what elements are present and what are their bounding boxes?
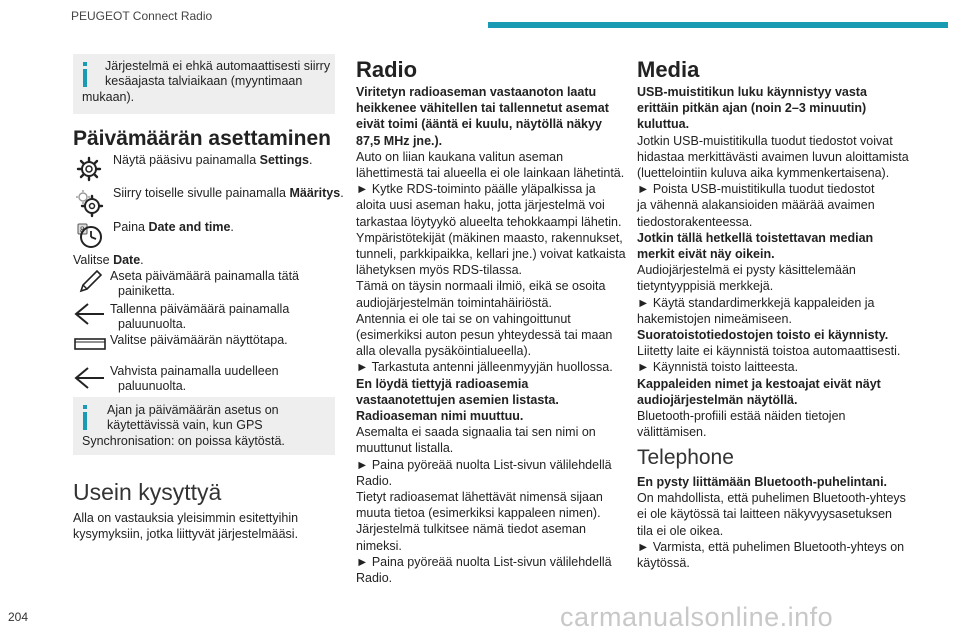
answer-line: Liitetty laite ei käynnistä toistoa automaattisesti. bbox=[637, 344, 901, 359]
svg-text:8: 8 bbox=[80, 225, 85, 235]
answer-line: ► Käytä standardimerkkejä kappaleiden ja bbox=[637, 295, 875, 310]
answer-line: On mahdollista, että puhelimen Bluetooth-yhteys bbox=[637, 491, 906, 506]
answer-line: tiedostorakenteessa. bbox=[637, 214, 753, 229]
answer-line: muuttunut listalla. bbox=[356, 441, 454, 456]
answer-line: Radio. bbox=[356, 473, 393, 488]
answer-line: ► Varmista, että puhelimen Bluetooth-yhteys on bbox=[637, 539, 905, 554]
pencil-icon bbox=[78, 268, 104, 294]
question-line: audiojärjestelmän näytöllä. bbox=[637, 392, 798, 407]
info-icon bbox=[83, 62, 87, 90]
step-text: Vahvista painamalla uudelleen bbox=[110, 364, 279, 378]
answer-line: Ympäristötekijät (mäkinen maasto, rakennukset, bbox=[356, 230, 623, 245]
faq-intro-line: Alla on vastauksia yleisimmin esitettyihin bbox=[73, 511, 299, 525]
page-number: 204 bbox=[8, 610, 29, 624]
answer-line: hakemistojen nimeämiseen. bbox=[637, 311, 792, 326]
step-text: paluunuolta. bbox=[118, 317, 187, 331]
back-arrow-icon bbox=[74, 302, 106, 326]
answer-line: tietyntyyppisiä merkkejä. bbox=[637, 279, 774, 294]
settings-gears-icon bbox=[74, 188, 104, 218]
answer-line: ► Paina pyöreää nuolta List-sivun välilehdellä bbox=[356, 457, 612, 472]
answer-line: ► Paina pyöreää nuolta List-sivun välilehdellä bbox=[356, 554, 612, 569]
question-line: Jotkin tällä hetkellä toistettavan median bbox=[637, 230, 874, 245]
answer-line: ja vähennä alakansioiden määrää avaimen bbox=[637, 198, 875, 213]
answer-line: Järjestelmä tulkitsee nämä tiedot aseman bbox=[356, 522, 586, 537]
info-text-line: mukaan). bbox=[82, 90, 135, 104]
question-line: Suoratoistotiedostojen toisto ei käynnisty. bbox=[637, 328, 889, 342]
info-text-line: Synchronisation: on poissa käytöstä. bbox=[82, 434, 285, 448]
format-selector-icon bbox=[74, 337, 106, 351]
step-text: Tallenna päivämäärä painamalla bbox=[110, 302, 290, 316]
answer-line: ► Poista USB-muistitikulla tuodut tiedostot bbox=[637, 182, 875, 197]
answer-line: hidastaa merkittävästi avaimen luvun aloittamista bbox=[637, 149, 909, 164]
answer-line: Tämä on täysin normaali ilmiö, eikä se osoita bbox=[356, 279, 606, 294]
question-line: heikkenee vähitellen tai tallennetut asemat bbox=[356, 101, 609, 116]
answer-line: (esimerkiksi auton pesun yhteydessä tai maan bbox=[356, 328, 613, 342]
answer-line: välittämisen. bbox=[637, 425, 707, 440]
answer-line: (luettelointiin kuluva aika kymmenkertaisena). bbox=[637, 166, 890, 180]
step-text: Siirry toiselle sivulle painamalla Määritys. bbox=[113, 186, 344, 200]
section-heading-telephone: Telephone bbox=[637, 446, 734, 469]
section-heading-radio: Radio bbox=[356, 57, 418, 82]
answer-line: käytössä. bbox=[637, 556, 690, 570]
running-header: PEUGEOT Connect Radio bbox=[71, 9, 213, 23]
question-line: kuluttua. bbox=[637, 117, 690, 132]
clock-icon bbox=[76, 222, 104, 250]
answer-line: Antennia ei ole tai se on vahingoittunut bbox=[356, 311, 571, 326]
section-heading-faq: Usein kysyttyä bbox=[73, 479, 222, 505]
info-icon bbox=[83, 405, 87, 433]
info-box-gps bbox=[73, 397, 335, 455]
answer-line: ► Käynnistä toisto laitteesta. bbox=[637, 360, 799, 375]
header-accent-bar bbox=[488, 22, 948, 28]
step-text: Näytä pääsivu painamalla Settings. bbox=[113, 153, 313, 167]
info-text-line: käytettävissä vain, kun GPS bbox=[107, 418, 263, 432]
question-line: 87,5 MHz jne.). bbox=[356, 133, 443, 148]
question-line: En löydä tiettyjä radioasemia bbox=[356, 376, 529, 391]
answer-line: Audiojärjestelmä ei pysty käsittelemään bbox=[637, 263, 856, 278]
answer-line: aloita uusi aseman haku, jotta järjestelmä voi bbox=[356, 198, 605, 213]
faq-intro-line: kysymyksiin, jotka liittyvät järjestelmääsi. bbox=[73, 527, 299, 541]
answer-line: Radio. bbox=[356, 571, 393, 585]
answer-line: Asemalta ei saada signaalia tai sen nimi on bbox=[356, 425, 596, 440]
question-line: merkit eivät näy oikein. bbox=[637, 247, 775, 261]
answer-line: nimeksi. bbox=[356, 538, 402, 553]
select-text: Valitse Date. bbox=[73, 253, 144, 267]
answer-line: audiojärjestelmän toimintahäiriöstä. bbox=[356, 295, 552, 310]
question-line: Radioaseman nimi muuttuu. bbox=[356, 409, 524, 423]
gear-icon bbox=[76, 156, 102, 182]
answer-line: Bluetooth-profiili estää näiden tietojen bbox=[637, 409, 846, 423]
question-line: erittäin pitkän ajan (noin 2–3 minuutin) bbox=[637, 101, 867, 116]
answer-line: Auto on liian kaukana valitun aseman bbox=[356, 149, 564, 164]
step-text: Aseta päivämäärä painamalla tätä bbox=[110, 269, 300, 283]
answer-line: ► Kytke RDS-toiminto päälle yläpalkissa ja bbox=[356, 182, 596, 197]
question-line: Viritetyn radioaseman vastaanoton laatu bbox=[356, 85, 597, 99]
question-line: eivät toimi (ääntä ei kuulu, näytöllä näkyy bbox=[356, 117, 602, 132]
info-text-line: kesäajasta talviaikaan (myyntimaan bbox=[105, 74, 303, 88]
answer-line: tila ei ole oikea. bbox=[637, 523, 724, 538]
answer-line: Tietyt radioasemat lähettävät nimensä sijaan bbox=[356, 490, 603, 504]
watermark: carmanualsonline.info bbox=[560, 602, 834, 632]
question-line: Kappaleiden nimet ja kestoajat eivät näyt bbox=[637, 376, 881, 391]
step-text: paluunuolta. bbox=[118, 379, 187, 393]
answer-line: alla olevalla pysäköintialueella). bbox=[356, 344, 532, 359]
step-text: Paina Date and time. bbox=[113, 220, 234, 234]
info-text-line: Ajan ja päivämäärän asetus on bbox=[107, 403, 279, 417]
info-text-line: Järjestelmä ei ehkä automaattisesti siirry bbox=[105, 59, 331, 73]
answer-line: lähetyksen myös RDS-tilassa. bbox=[356, 263, 523, 278]
section-heading-media: Media bbox=[637, 57, 700, 82]
step-text: Valitse päivämäärän näyttötapa. bbox=[110, 333, 288, 347]
answer-line: lähettimestä tai alueella ei ole lainkaan lähetintä. bbox=[356, 166, 625, 180]
back-arrow-icon bbox=[74, 366, 106, 390]
answer-line: ei ole käytössä tai laitteen näkyvyysasetuksen bbox=[637, 507, 892, 522]
section-heading-date: Päivämäärän asettaminen bbox=[73, 127, 331, 150]
question-line: USB-muistitikun luku käynnistyy vasta bbox=[637, 85, 867, 99]
answer-line: Jotkin USB-muistitikulla tuodut tiedostot voivat bbox=[637, 133, 893, 148]
question-line: En pysty liittämään Bluetooth-puhelintani. bbox=[637, 475, 888, 489]
question-line: vastaanotettujen asemien listasta. bbox=[356, 392, 559, 407]
answer-line: ► Tarkastuta antenni jälleenmyyjän huollossa. bbox=[356, 360, 613, 375]
info-box-dst bbox=[73, 54, 335, 114]
answer-line: tunneli, parkkipaikka, kellari jne.) voivat katkaista bbox=[356, 247, 626, 261]
answer-line: tarkastaa löytyykö alueelta tehokkaampi lähetin. bbox=[356, 214, 622, 229]
answer-line: muuta tietoa (esimerkiksi kappaleen nimen). bbox=[356, 506, 601, 521]
step-text: painiketta. bbox=[118, 284, 175, 298]
